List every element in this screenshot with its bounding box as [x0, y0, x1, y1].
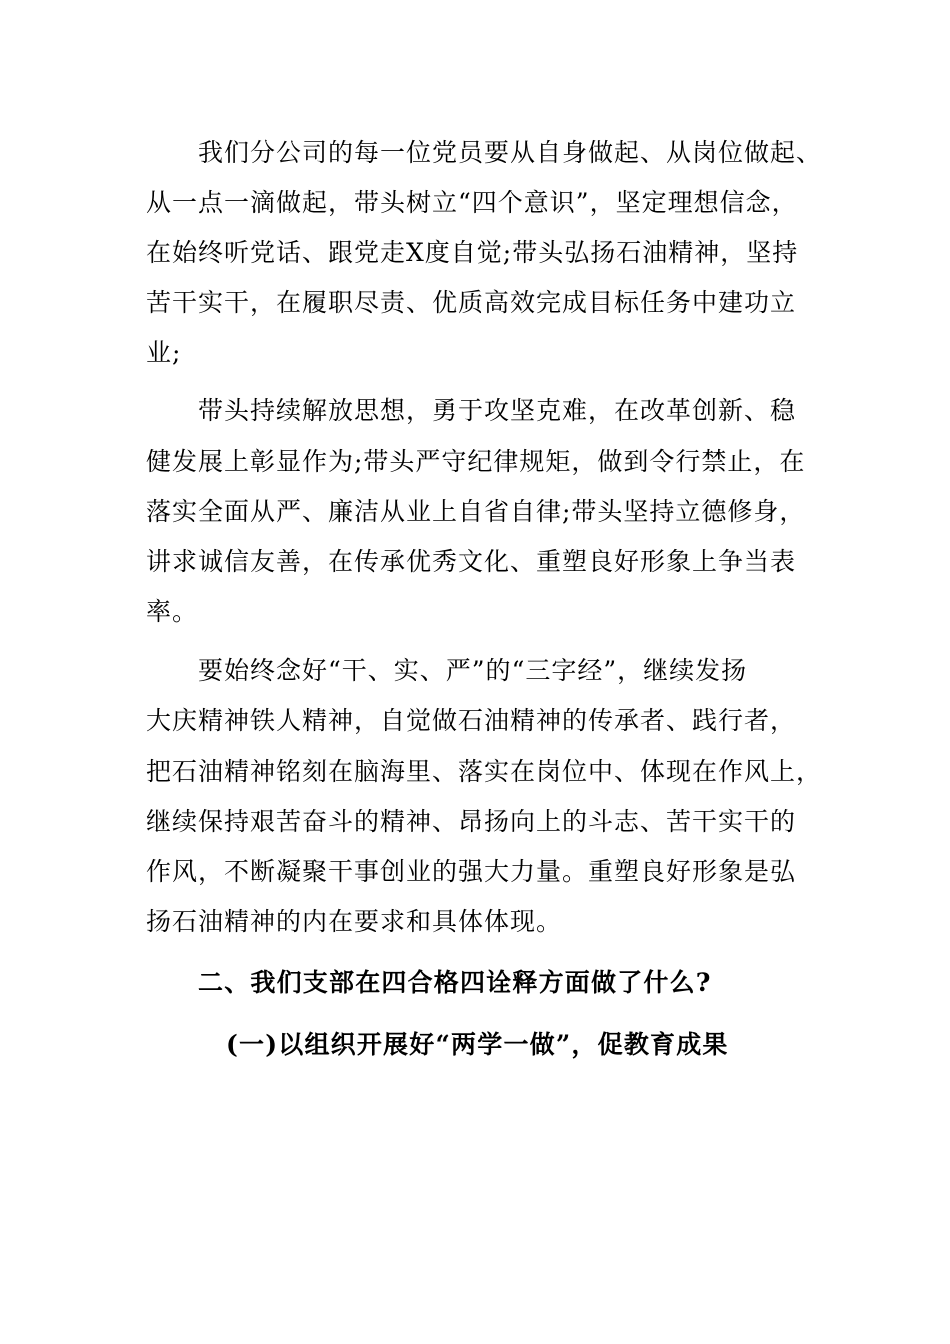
section-heading: 二、我们支部在四合格四诠释方面做了什么?	[198, 968, 712, 997]
paragraph-line: 大庆精神铁人精神，自觉做石油精神的传承者、践行者，	[146, 706, 797, 735]
paragraph-line: 苦干实干，在履职尽责、优质高效完成目标任务中建功立	[146, 288, 797, 317]
paragraph-line: 落实全面从严、廉洁从业上自省自律;带头坚持立德修身，	[146, 497, 806, 526]
paragraph-line: 在始终听党话、跟党走X度自觉;带头弘扬石油精神，坚持	[146, 238, 799, 267]
paragraph-line: 健发展上彰显作为;带头严守纪律规矩，做到令行禁止，在	[146, 447, 806, 476]
paragraph-line: 扬石油精神的内在要求和具体体现。	[146, 907, 563, 936]
paragraph-line: 要始终念好“干、实、严”的“三字经”，继续发扬	[198, 656, 748, 685]
paragraph-line: 率。	[146, 597, 199, 626]
paragraph-line: 把石油精神铭刻在脑海里、落实在岗位中、体现在作风上，	[146, 757, 823, 786]
paragraph-line: 从一点一滴做起，带头树立“四个意识”，坚定理想信念，	[146, 188, 798, 217]
paragraph-line: 讲求诚信友善，在传承优秀文化、重塑良好形象上争当表	[146, 547, 797, 576]
paragraph-line: 我们分公司的每一位党员要从自身做起、从岗位做起、	[198, 138, 823, 167]
paragraph-line: 继续保持艰苦奋斗的精神、昂扬向上的斗志、苦干实干的	[146, 807, 797, 836]
paragraph-line: 作风，不断凝聚干事创业的强大力量。重塑良好形象是弘	[146, 857, 797, 886]
paragraph-line: 带头持续解放思想，勇于攻坚克难，在改革创新、稳	[198, 396, 797, 425]
paragraph-line: 业;	[146, 338, 182, 367]
subsection-heading: (一)以组织开展好“两学一做”，促教育成果	[226, 1030, 729, 1059]
